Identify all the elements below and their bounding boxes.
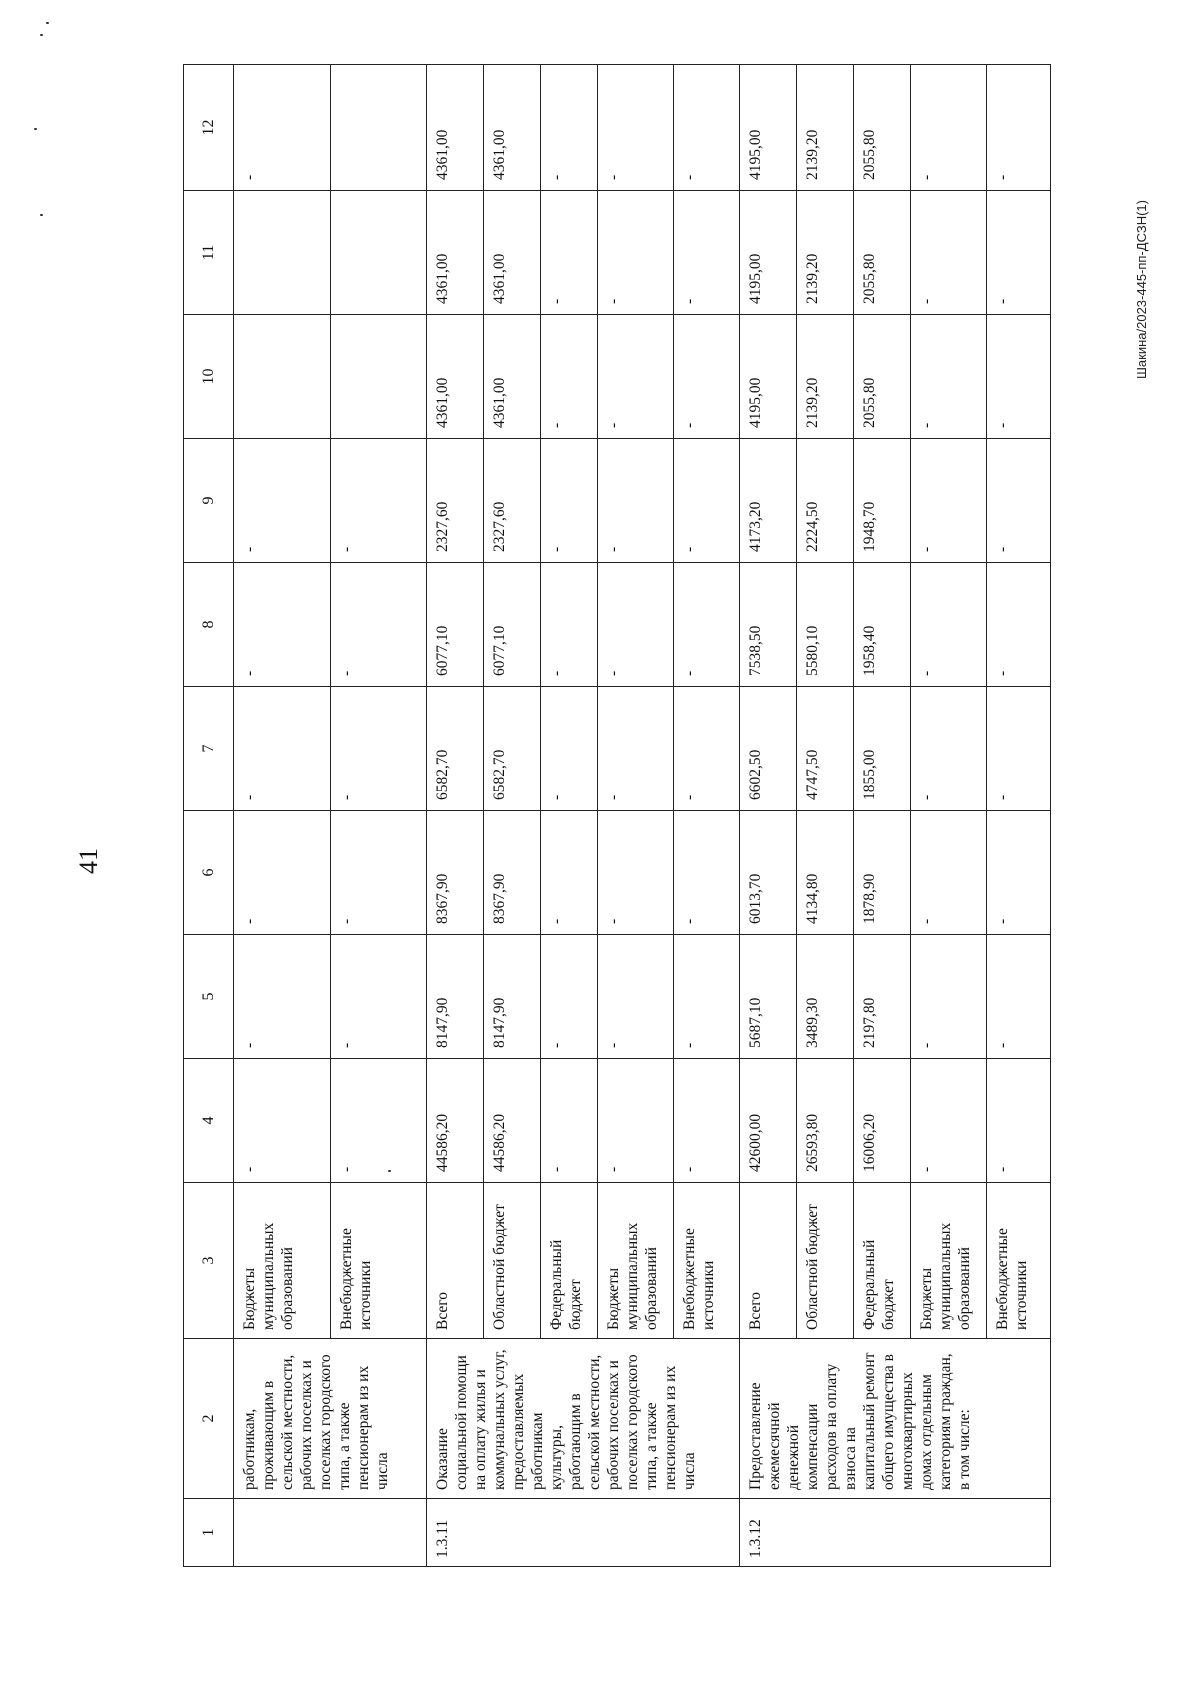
value-cell: - bbox=[330, 563, 426, 687]
value-cell: 2139,20 bbox=[796, 191, 853, 315]
value-cell: 6582,70 bbox=[427, 687, 484, 811]
value-cell: 1948,70 bbox=[853, 439, 910, 563]
column-header: 3 bbox=[184, 1183, 234, 1339]
value-cell: - bbox=[987, 563, 1051, 687]
value-cell: 7538,50 bbox=[740, 563, 797, 687]
value-cell: 8367,90 bbox=[483, 811, 540, 935]
value-cell: - bbox=[234, 439, 330, 563]
value-cell: - bbox=[234, 65, 330, 191]
value-cell: - bbox=[910, 687, 987, 811]
value-cell: 26593,80 bbox=[796, 1059, 853, 1183]
value-cell: - bbox=[597, 191, 674, 315]
value-cell bbox=[330, 191, 426, 315]
value-cell: - bbox=[910, 1059, 987, 1183]
value-cell: 5580,10 bbox=[796, 563, 853, 687]
value-cell: - bbox=[330, 935, 426, 1059]
value-cell: - bbox=[330, 1059, 426, 1183]
scan-speck bbox=[40, 214, 43, 216]
financing-table bbox=[183, 64, 1051, 1567]
value-cell: 5687,10 bbox=[740, 935, 797, 1059]
value-cell: 44586,20 bbox=[483, 1059, 540, 1183]
value-cell: - bbox=[674, 935, 740, 1059]
scan-speck bbox=[46, 22, 49, 24]
value-cell: - bbox=[910, 65, 987, 191]
value-cell: - bbox=[597, 687, 674, 811]
funding-source: Бюджеты муниципальных образований bbox=[910, 1183, 987, 1339]
value-cell: 4747,50 bbox=[796, 687, 853, 811]
value-cell: - bbox=[987, 1059, 1051, 1183]
value-cell bbox=[234, 191, 330, 315]
value-cell: 4134,80 bbox=[796, 811, 853, 935]
value-cell: - bbox=[540, 1059, 597, 1183]
value-cell: - bbox=[540, 65, 597, 191]
funding-source: Внебюджетные источники bbox=[674, 1183, 740, 1339]
value-cell: - bbox=[910, 935, 987, 1059]
column-header: 10 bbox=[184, 315, 234, 439]
value-cell: - bbox=[330, 811, 426, 935]
funding-source: Всего bbox=[740, 1183, 797, 1339]
value-cell: - bbox=[597, 935, 674, 1059]
value-cell: 2327,60 bbox=[483, 439, 540, 563]
value-cell: 4195,00 bbox=[740, 65, 797, 191]
table-row bbox=[740, 65, 797, 1567]
value-cell: - bbox=[597, 315, 674, 439]
value-cell: - bbox=[597, 65, 674, 191]
row-code: 1.3.12 bbox=[740, 1499, 1051, 1567]
value-cell: 1855,00 bbox=[853, 687, 910, 811]
value-cell: - bbox=[597, 1059, 674, 1183]
value-cell: - bbox=[674, 65, 740, 191]
funding-source: Внебюджетные источники bbox=[330, 1183, 426, 1339]
column-header: 1 bbox=[184, 1499, 234, 1567]
value-cell: - bbox=[540, 439, 597, 563]
value-cell: - bbox=[987, 687, 1051, 811]
table-row bbox=[427, 65, 484, 1567]
value-cell: 2139,20 bbox=[796, 65, 853, 191]
value-cell: - bbox=[987, 65, 1051, 191]
row-description: Оказание социальной помощи на оплату жилья и коммунальных услуг, предоставляемых работникам культуры, работающим в сельской местности, рабочих поселках и поселках городского типа, а также пенсионерам из их числа bbox=[427, 1339, 740, 1499]
value-cell: - bbox=[234, 1059, 330, 1183]
value-cell: 8367,90 bbox=[427, 811, 484, 935]
value-cell: - bbox=[234, 563, 330, 687]
value-cell: 2055,80 bbox=[853, 315, 910, 439]
funding-source: Бюджеты муниципальных образований bbox=[234, 1183, 330, 1339]
value-cell: - bbox=[987, 935, 1051, 1059]
row-description: работникам, проживающим в сельской местности, рабочих поселках и поселках городского типа, а также пенсионерам из их числа bbox=[234, 1339, 427, 1499]
value-cell: - bbox=[234, 935, 330, 1059]
value-cell bbox=[234, 315, 330, 439]
column-header: 12 bbox=[184, 65, 234, 191]
value-cell: 16006,20 bbox=[853, 1059, 910, 1183]
header-row bbox=[184, 65, 234, 1567]
value-cell: 44586,20 bbox=[427, 1059, 484, 1183]
column-header: 7 bbox=[184, 687, 234, 811]
value-cell: - bbox=[674, 191, 740, 315]
value-cell: 4195,00 bbox=[740, 315, 797, 439]
value-cell: 2197,80 bbox=[853, 935, 910, 1059]
value-cell: - bbox=[674, 563, 740, 687]
value-cell: - bbox=[540, 315, 597, 439]
value-cell: 6077,10 bbox=[427, 563, 484, 687]
value-cell: - bbox=[910, 439, 987, 563]
column-header: 5 bbox=[184, 935, 234, 1059]
value-cell: - bbox=[234, 811, 330, 935]
value-cell: 6077,10 bbox=[483, 563, 540, 687]
value-cell: 4361,00 bbox=[483, 315, 540, 439]
value-cell: - bbox=[987, 315, 1051, 439]
value-cell: 2055,80 bbox=[853, 191, 910, 315]
value-cell: 4361,00 bbox=[427, 315, 484, 439]
value-cell: - bbox=[540, 935, 597, 1059]
value-cell: - bbox=[597, 563, 674, 687]
value-cell: 6582,70 bbox=[483, 687, 540, 811]
funding-source: Федеральный бюджет bbox=[853, 1183, 910, 1339]
row-code: 1.3.11 bbox=[427, 1499, 740, 1567]
value-cell: - bbox=[597, 811, 674, 935]
value-cell: 2327,60 bbox=[427, 439, 484, 563]
value-cell: 2224,50 bbox=[796, 439, 853, 563]
scan-speck bbox=[40, 34, 43, 36]
value-cell: 4195,00 bbox=[740, 191, 797, 315]
column-header: 9 bbox=[184, 439, 234, 563]
value-cell: - bbox=[674, 439, 740, 563]
value-cell: 2139,20 bbox=[796, 315, 853, 439]
value-cell: - bbox=[910, 191, 987, 315]
value-cell bbox=[330, 65, 426, 191]
value-cell: 4361,00 bbox=[427, 65, 484, 191]
value-cell: 1958,40 bbox=[853, 563, 910, 687]
row-description: Предоставление ежемесячной денежной компенсации расходов на оплату взноса на капитальный ремонт общего имущества в многоквартирных домах отдельным категориям граждан, в том числе: bbox=[740, 1339, 1051, 1499]
value-cell: 1878,90 bbox=[853, 811, 910, 935]
column-header: 11 bbox=[184, 191, 234, 315]
value-cell: - bbox=[330, 687, 426, 811]
value-cell: - bbox=[540, 811, 597, 935]
row-code bbox=[234, 1499, 427, 1567]
column-header: 6 bbox=[184, 811, 234, 935]
funding-source: Внебюджетные источники bbox=[987, 1183, 1051, 1339]
value-cell: 8147,90 bbox=[427, 935, 484, 1059]
document-watermark: Шакина/2023-445-пп-ДСЗН(1) bbox=[1134, 200, 1149, 379]
value-cell: - bbox=[987, 439, 1051, 563]
value-cell: - bbox=[234, 687, 330, 811]
value-cell: 4361,00 bbox=[483, 65, 540, 191]
funding-source: Всего bbox=[427, 1183, 484, 1339]
value-cell: - bbox=[674, 811, 740, 935]
value-cell: - bbox=[987, 191, 1051, 315]
value-cell: - bbox=[910, 563, 987, 687]
value-cell: 4361,00 bbox=[427, 191, 484, 315]
value-cell: - bbox=[674, 1059, 740, 1183]
value-cell: - bbox=[597, 439, 674, 563]
table-row bbox=[234, 65, 330, 1567]
column-header: 2 bbox=[184, 1339, 234, 1499]
value-cell: - bbox=[540, 191, 597, 315]
funding-source: Бюджеты муниципальных образований bbox=[597, 1183, 674, 1339]
value-cell: - bbox=[987, 811, 1051, 935]
value-cell: - bbox=[540, 563, 597, 687]
value-cell: 4361,00 bbox=[483, 191, 540, 315]
value-cell: 4173,20 bbox=[740, 439, 797, 563]
value-cell: - bbox=[910, 315, 987, 439]
value-cell: - bbox=[540, 687, 597, 811]
scan-speck bbox=[388, 1170, 391, 1172]
value-cell: - bbox=[910, 811, 987, 935]
value-cell: 6013,70 bbox=[740, 811, 797, 935]
value-cell: 8147,90 bbox=[483, 935, 540, 1059]
column-header: 8 bbox=[184, 563, 234, 687]
funding-source: Областной бюджет bbox=[796, 1183, 853, 1339]
value-cell: 42600,00 bbox=[740, 1059, 797, 1183]
column-header: 4 bbox=[184, 1059, 234, 1183]
value-cell: 2055,80 bbox=[853, 65, 910, 191]
value-cell: 6602,50 bbox=[740, 687, 797, 811]
value-cell: - bbox=[330, 439, 426, 563]
page-number: 41 bbox=[74, 848, 103, 874]
value-cell bbox=[330, 315, 426, 439]
funding-source: Областной бюджет bbox=[483, 1183, 540, 1339]
value-cell: - bbox=[674, 315, 740, 439]
scan-speck bbox=[34, 128, 37, 130]
value-cell: 3489,30 bbox=[796, 935, 853, 1059]
funding-source: Федеральный бюджет bbox=[540, 1183, 597, 1339]
value-cell: - bbox=[674, 687, 740, 811]
